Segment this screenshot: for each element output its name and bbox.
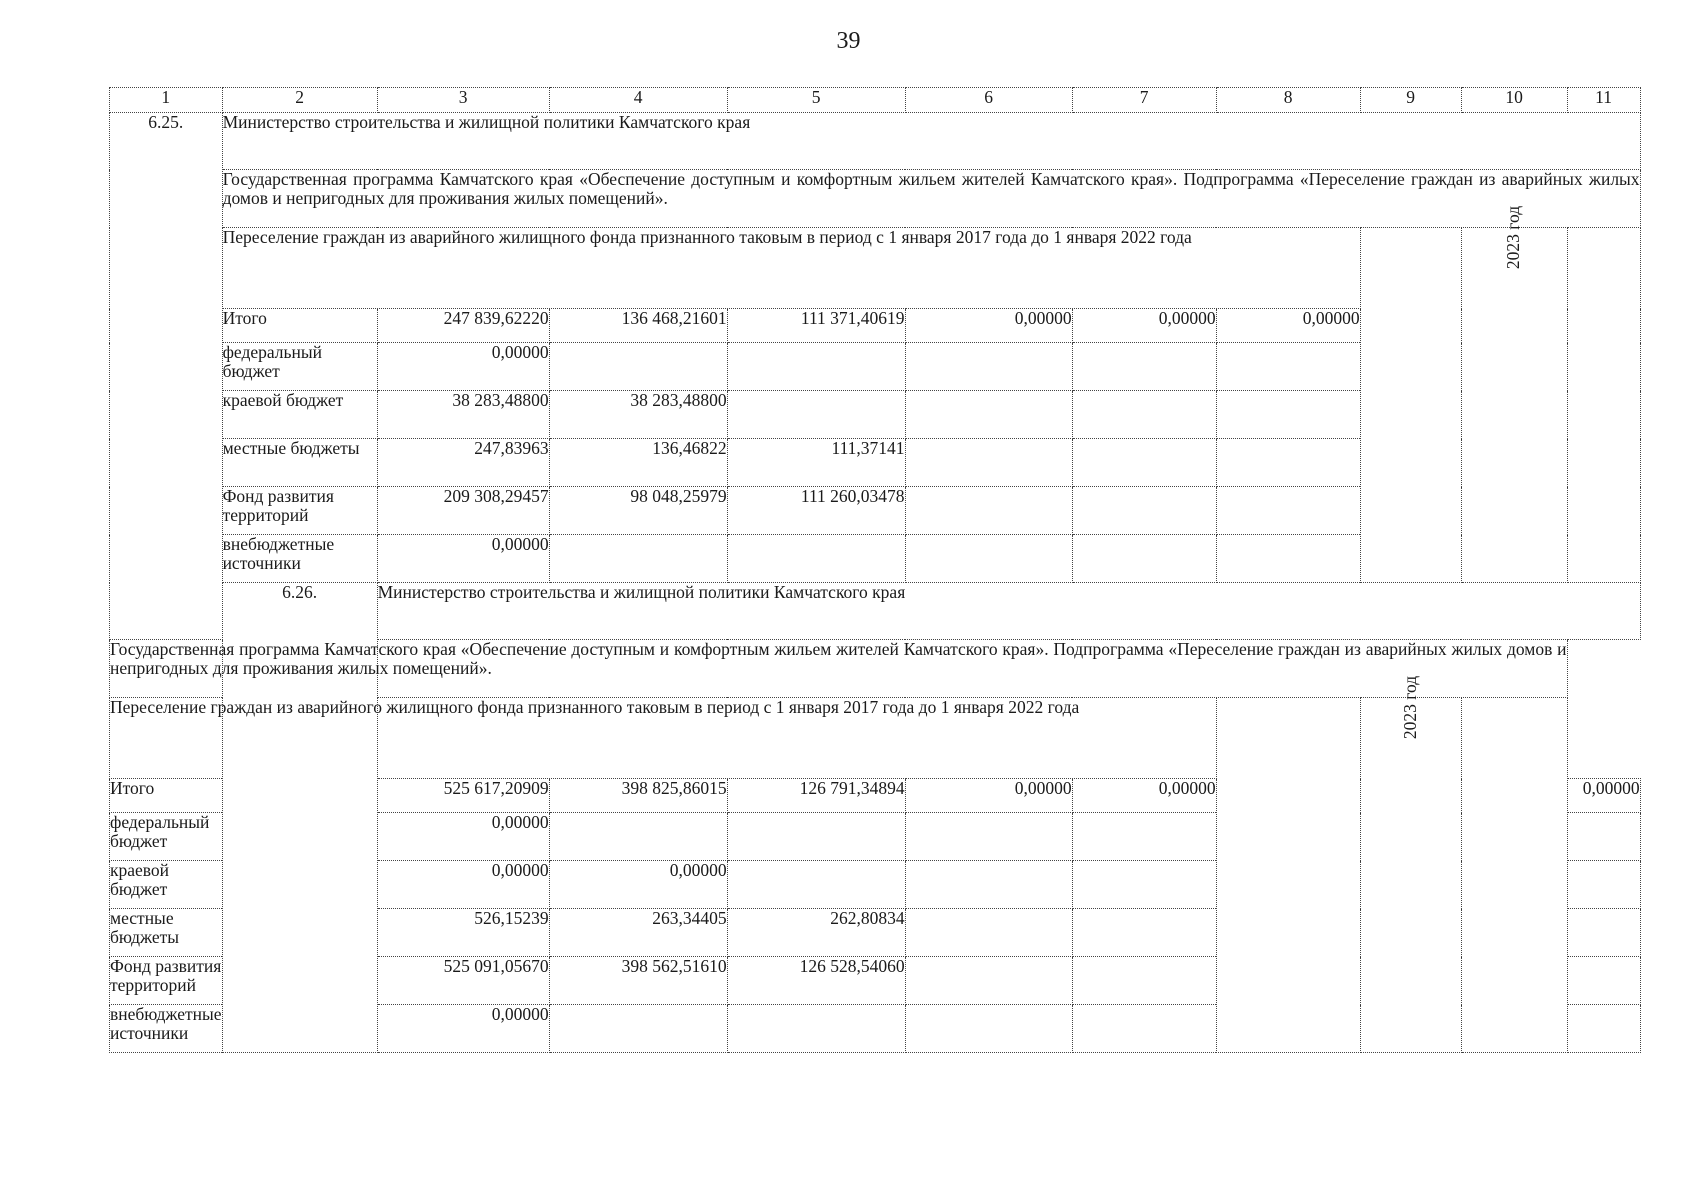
amount-cell: [1216, 391, 1360, 439]
amount-cell: 262,80834: [727, 909, 905, 957]
activity-row: [110, 698, 1641, 779]
amount-cell: 525 617,20909: [377, 779, 549, 813]
amount-cell: [1567, 957, 1640, 1005]
amount-cell: [1216, 535, 1360, 583]
amount-cell: 111,37141: [727, 439, 905, 487]
column-11-cell: [1567, 228, 1640, 583]
amount-cell: 0,00000: [377, 535, 549, 583]
amount-cell: 38 283,48800: [549, 391, 727, 439]
amount-cell: 126 528,54060: [727, 957, 905, 1005]
amount-cell: 0,00000: [377, 861, 549, 909]
amount-cell: 38 283,48800: [377, 391, 549, 439]
amount-cell: [1072, 1005, 1216, 1053]
amount-cell: [1072, 861, 1216, 909]
section-number: 6.26.: [222, 583, 377, 1053]
amount-cell: 111 260,03478: [727, 487, 905, 535]
amount-cell: [727, 861, 905, 909]
amount-cell: [905, 813, 1072, 861]
amount-cell: [905, 535, 1072, 583]
funding-source-label: Фонд развития территорий: [222, 487, 377, 535]
amount-cell: [1216, 487, 1360, 535]
funding-source-label: Фонд развития территорий: [110, 957, 223, 1005]
funding-source-label: местные бюджеты: [222, 439, 377, 487]
column-header: 5: [727, 88, 905, 113]
amount-cell: [1072, 439, 1216, 487]
implementation-year: 2023 год: [1503, 205, 1524, 270]
amount-cell: [905, 909, 1072, 957]
amount-cell: 0,00000: [905, 779, 1072, 813]
amount-cell: 136,46822: [549, 439, 727, 487]
column-header: 7: [1072, 88, 1216, 113]
program-name: Государственная программа Камчатского края «Обеспечение доступным и комфортным жильем жителей Камчатского края». Подпрограмма «Переселение граждан из аварийных жилых домов и непригодных для проживания жилых помещений».: [110, 640, 1568, 698]
amount-cell: 0,00000: [377, 343, 549, 391]
amount-cell: [549, 813, 727, 861]
amount-cell: [1216, 343, 1360, 391]
amount-cell: [727, 391, 905, 439]
column-header: 11: [1567, 88, 1640, 113]
amount-cell: [1567, 813, 1640, 861]
funding-source-label: федеральный бюджет: [222, 343, 377, 391]
column-9-cell: [1216, 698, 1360, 1053]
column-9-cell: [1360, 228, 1461, 583]
funding-source-label: внебюджетные источники: [110, 1005, 223, 1053]
amount-cell: 247,83963: [377, 439, 549, 487]
column-header: 6: [905, 88, 1072, 113]
amount-cell: 0,00000: [377, 813, 549, 861]
amount-cell: 0,00000: [1072, 309, 1216, 343]
amount-cell: [1072, 535, 1216, 583]
amount-cell: [1072, 343, 1216, 391]
program-row: [110, 170, 1641, 228]
ministry-row: [110, 583, 1641, 640]
activity-name: Переселение граждан из аварийного жилищного фонда признанного таковым в период с 1 января 2017 года до 1 января 2022 года: [222, 228, 1360, 309]
amount-cell: [1216, 439, 1360, 487]
amount-cell: 398 825,86015: [549, 779, 727, 813]
funding-source-label: краевой бюджет: [222, 391, 377, 439]
activity-name: Переселение граждан из аварийного жилищного фонда признанного таковым в период с 1 января 2017 года до 1 января 2022 года: [110, 698, 1217, 779]
amount-cell: [1567, 909, 1640, 957]
funding-source-label: краевой бюджет: [110, 861, 223, 909]
amount-cell: 398 562,51610: [549, 957, 727, 1005]
column-header: 3: [377, 88, 549, 113]
funding-source-label: местные бюджеты: [110, 909, 223, 957]
amount-cell: 209 308,29457: [377, 487, 549, 535]
amount-cell: 0,00000: [549, 861, 727, 909]
column-header: 4: [549, 88, 727, 113]
year-cell: [1461, 205, 1567, 583]
column-header: 8: [1216, 88, 1360, 113]
budget-table: [109, 87, 1641, 1053]
amount-cell: [905, 439, 1072, 487]
amount-cell: [905, 487, 1072, 535]
amount-cell: [727, 1005, 905, 1053]
amount-cell: [1567, 1005, 1640, 1053]
amount-cell: [1072, 813, 1216, 861]
column-11-cell: [1461, 698, 1567, 1053]
amount-cell: 0,00000: [1567, 779, 1640, 813]
column-header-row: [110, 88, 1641, 113]
amount-cell: [1072, 391, 1216, 439]
ministry-row: [110, 113, 1641, 170]
ministry-name: Министерство строительства и жилищной политики Камчатского края: [222, 113, 1640, 170]
amount-cell: 263,34405: [549, 909, 727, 957]
amount-cell: 126 791,34894: [727, 779, 905, 813]
amount-cell: [1072, 909, 1216, 957]
funding-source-label: внебюджетные источники: [222, 535, 377, 583]
funding-source-label: Итого: [222, 309, 377, 343]
amount-cell: [905, 1005, 1072, 1053]
amount-cell: 111 371,40619: [727, 309, 905, 343]
column-header: 9: [1360, 88, 1461, 113]
column-header: 1: [110, 88, 223, 113]
activity-row: [110, 228, 1641, 309]
funding-source-label: Итого: [110, 779, 223, 813]
amount-cell: 0,00000: [377, 1005, 549, 1053]
amount-cell: 136 468,21601: [549, 309, 727, 343]
page-number: 39: [836, 28, 861, 54]
amount-cell: [1072, 957, 1216, 1005]
amount-cell: 526,15239: [377, 909, 549, 957]
amount-cell: [905, 343, 1072, 391]
amount-cell: [727, 535, 905, 583]
amount-cell: [549, 343, 727, 391]
amount-cell: [727, 813, 905, 861]
amount-cell: 0,00000: [1216, 309, 1360, 343]
amount-cell: [905, 391, 1072, 439]
amount-cell: [1072, 487, 1216, 535]
amount-cell: 525 091,05670: [377, 957, 549, 1005]
amount-cell: 98 048,25979: [549, 487, 727, 535]
amount-cell: 0,00000: [905, 309, 1072, 343]
column-header: 2: [222, 88, 377, 113]
amount-cell: [905, 957, 1072, 1005]
implementation-year: 2023 год: [1400, 675, 1421, 740]
amount-cell: [727, 343, 905, 391]
amount-cell: [905, 861, 1072, 909]
ministry-name: Министерство строительства и жилищной политики Камчатского края: [377, 583, 1640, 640]
funding-source-label: федеральный бюджет: [110, 813, 223, 861]
amount-cell: 0,00000: [1072, 779, 1216, 813]
amount-cell: [1567, 861, 1640, 909]
year-cell: [1360, 675, 1461, 1053]
program-name: Государственная программа Камчатского края «Обеспечение доступным и комфортным жильем жителей Камчатского края». Подпрограмма «Переселение граждан из аварийных жилых домов и непригодных для проживания жилых помещений».: [222, 170, 1640, 228]
section-number: 6.25.: [110, 113, 223, 640]
amount-cell: [549, 1005, 727, 1053]
column-header: 10: [1461, 88, 1567, 113]
amount-cell: 247 839,62220: [377, 309, 549, 343]
amount-cell: [549, 535, 727, 583]
